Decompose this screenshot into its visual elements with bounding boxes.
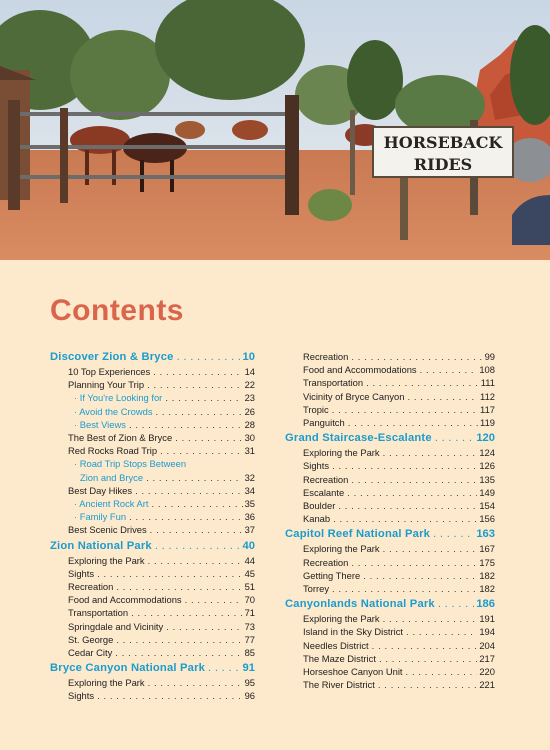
- toc-page-number: 14: [244, 366, 255, 377]
- toc-page-number: 34: [244, 484, 255, 496]
- toc-page-number: 175: [479, 556, 495, 568]
- toc-entry-label: Cedar City: [68, 647, 113, 659]
- toc-leader-dots: [380, 446, 478, 459]
- toc-page-number: 167: [479, 543, 495, 555]
- toc-entry[interactable]: [285, 639, 495, 652]
- toc-page-number: 112: [480, 390, 495, 402]
- toc-leader-dots: [329, 459, 477, 472]
- sign-line1: HORSEBACK: [383, 133, 503, 152]
- toc-entry-label: The Best of Zion & Bryce: [68, 432, 173, 444]
- toc-page-number: 99: [484, 351, 495, 362]
- cover-photo-horseback-rides: [0, 0, 550, 260]
- toc-page-number: 30: [244, 432, 255, 444]
- toc-leader-dots: [128, 606, 242, 619]
- toc-page-number: 37: [244, 524, 255, 536]
- toc-entry-label: Sights: [303, 460, 330, 472]
- toc-leader-dots: [163, 620, 242, 633]
- toc-entry[interactable]: [285, 512, 495, 525]
- toc-leader-dots: [417, 363, 478, 376]
- toc-entry-label: Zion National Park: [50, 539, 152, 552]
- toc-entry-label: Recreation: [303, 351, 349, 362]
- toc-page-number: 45: [244, 567, 255, 579]
- toc-entry[interactable]: [50, 580, 255, 593]
- toc-leader-dots: [153, 405, 243, 418]
- toc-leader-dots: [126, 418, 243, 431]
- toc-entry[interactable]: [50, 378, 255, 391]
- toc-page-number: 71: [244, 607, 255, 619]
- toc-section-entry[interactable]: [285, 527, 495, 542]
- toc-leader-dots: [376, 652, 477, 665]
- toc-page-number: 91: [242, 662, 255, 675]
- toc-entry[interactable]: [50, 510, 255, 523]
- sign-line2: RIDES: [413, 155, 473, 174]
- toc-entry[interactable]: [285, 569, 495, 582]
- toc-leader-dots: [145, 554, 243, 567]
- toc-entry[interactable]: [50, 554, 255, 567]
- toc-leader-dots: [143, 471, 243, 484]
- toc-page-number: 194: [479, 626, 495, 638]
- toc-entry-label: Transportation: [303, 377, 364, 389]
- toc-entry-label: The Maze District: [303, 652, 376, 664]
- toc-page-number: 220: [479, 666, 495, 678]
- toc-entry-label: 10 Top Experiences: [68, 366, 151, 377]
- toc-entry-label: Best Scenic Drives: [68, 524, 147, 536]
- toc-entry[interactable]: [285, 678, 495, 691]
- toc-page-number: 191: [479, 613, 495, 625]
- toc-entry-label: · Ancient Rock Art: [74, 498, 149, 510]
- toc-entry[interactable]: [50, 646, 255, 659]
- toc-entry-label: Capitol Reef National Park: [285, 528, 431, 541]
- toc-entry-label: Boulder: [303, 500, 336, 512]
- toc-entry[interactable]: [285, 350, 495, 363]
- toc-page-number: 44: [244, 554, 255, 566]
- toc-page-number: 85: [244, 647, 255, 659]
- toc-leader-dots: [330, 512, 477, 525]
- toc-leader-dots: [369, 639, 478, 652]
- toc-entry-label: Transportation: [68, 607, 129, 619]
- toc-leader-dots: [432, 431, 475, 446]
- toc-entry-label: Discover Zion & Bryce: [50, 351, 174, 363]
- toc-leader-dots: [157, 444, 242, 457]
- toc-entry-label: Torrey: [303, 583, 330, 595]
- toc-entry-label: Canyonlands National Park: [285, 598, 435, 611]
- toc-entry-label: Exploring the Park: [303, 447, 380, 459]
- toc-entry-label: Recreation: [303, 473, 349, 485]
- toc-page-number: 182: [479, 569, 495, 581]
- toc-entry[interactable]: [285, 459, 495, 472]
- toc-entry-label: Bryce Canyon National Park: [50, 662, 206, 675]
- toc-leader-dots: [113, 580, 242, 593]
- toc-page-number: 156: [479, 513, 495, 525]
- toc-entry-label: Exploring the Park: [68, 677, 145, 689]
- toc-entry-label: Escalante: [303, 486, 345, 498]
- toc-entry-label: Sights: [68, 567, 95, 579]
- toc-entry[interactable]: [285, 446, 495, 459]
- toc-leader-dots: [344, 486, 477, 499]
- toc-leader-dots: [162, 391, 242, 404]
- toc-page-number: 111: [480, 377, 495, 389]
- toc-page-number: 35: [244, 498, 255, 510]
- toc-page-number: 217: [479, 652, 495, 664]
- toc-leader-dots: [112, 646, 242, 659]
- toc-leader-dots: [375, 678, 477, 691]
- toc-entry[interactable]: [285, 556, 495, 569]
- toc-leader-dots: [144, 378, 242, 391]
- toc-leader-dots: [132, 484, 242, 497]
- toc-entry[interactable]: [50, 405, 255, 418]
- toc-entry-label: Horseshoe Canyon Unit: [303, 666, 403, 678]
- toc-page-number: 32: [244, 471, 255, 483]
- toc-leader-dots: [182, 593, 243, 606]
- toc-leader-dots: [152, 539, 241, 554]
- toc-entry-label: · If You're Looking for: [74, 392, 163, 404]
- toc-page-number: 149: [479, 486, 495, 498]
- toc-page-number: 96: [244, 690, 255, 702]
- toc-entry[interactable]: [285, 376, 495, 389]
- toc-entry-label: Island in the Sky District: [303, 626, 404, 638]
- toc-leader-dots: [348, 556, 477, 569]
- toc-page-number: 117: [480, 403, 495, 415]
- toc-page-number: 204: [479, 639, 495, 651]
- toc-leader-dots: [360, 569, 477, 582]
- toc-entry-label: Recreation: [303, 556, 349, 568]
- toc-leader-dots: [205, 661, 241, 676]
- toc-page-number: 95: [244, 677, 255, 689]
- toc-entry[interactable]: [285, 473, 495, 486]
- toc-entry[interactable]: [50, 523, 255, 536]
- toc-page-number: 28: [244, 418, 255, 430]
- toc-entry[interactable]: [50, 444, 255, 457]
- toc-entry[interactable]: [50, 689, 255, 702]
- toc-page-number: 51: [244, 581, 255, 593]
- toc-leader-dots: [145, 676, 243, 689]
- toc-entry-label: The River District: [303, 679, 375, 691]
- toc-leader-dots: [404, 390, 478, 403]
- toc-entry-label: Panguitch: [303, 417, 345, 429]
- toc-entry[interactable]: [50, 457, 255, 470]
- toc-entry-label: Sights: [68, 690, 95, 702]
- toc-page-number: 119: [480, 417, 495, 429]
- toc-entry[interactable]: [285, 403, 495, 416]
- toc-entry[interactable]: [50, 633, 255, 646]
- toc-leader-dots: [380, 612, 478, 625]
- toc-page-number: 26: [244, 405, 255, 417]
- toc-entry-label: · Best Views: [74, 418, 126, 430]
- toc-page-number: 10: [242, 351, 255, 363]
- toc-entry-label: Grand Staircase-Escalante: [285, 432, 432, 445]
- toc-entry[interactable]: [285, 625, 495, 638]
- toc-entry-label: Exploring the Park: [303, 613, 380, 625]
- toc-leader-dots: [348, 350, 482, 363]
- toc-page-number: 221: [479, 679, 495, 691]
- toc-leader-dots: [174, 350, 241, 365]
- toc-entry[interactable]: [50, 431, 255, 444]
- toc-entry-label: Exploring the Park: [303, 543, 380, 555]
- toc-leader-dots: [94, 689, 243, 702]
- toc-section-entry[interactable]: [285, 597, 495, 612]
- toc-entry-label: Tropic: [303, 403, 329, 415]
- toc-entry[interactable]: [285, 416, 495, 429]
- toc-entry[interactable]: [50, 365, 255, 378]
- toc-leader-dots: [348, 473, 477, 486]
- toc-leader-dots: [126, 510, 242, 523]
- toc-section-entry[interactable]: [50, 661, 255, 676]
- toc-leader-dots: [150, 365, 242, 378]
- toc-leader-dots: [403, 665, 478, 678]
- toc-entry[interactable]: [50, 606, 255, 619]
- toc-page-number: 40: [242, 539, 255, 552]
- toc-entry[interactable]: [50, 391, 255, 404]
- toc-leader-dots: [363, 376, 479, 389]
- toc-entry-label: Food and Accommodations: [68, 594, 182, 606]
- toc-entry-label: Zion and Bryce: [80, 471, 144, 483]
- toc-entry[interactable]: [285, 363, 495, 376]
- toc-page-number: 182: [479, 583, 495, 595]
- toc-entry[interactable]: [285, 542, 495, 555]
- toc-page-number: 135: [479, 473, 495, 485]
- toc-column-left: [50, 350, 255, 703]
- toc-leader-dots: [430, 527, 474, 542]
- toc-page-number: 70: [244, 594, 255, 606]
- toc-leader-dots: [149, 497, 243, 510]
- toc-section-entry[interactable]: [50, 539, 255, 554]
- toc-entry[interactable]: [50, 484, 255, 497]
- toc-leader-dots: [345, 416, 478, 429]
- toc-entry[interactable]: [50, 471, 255, 484]
- toc-page-number: 163: [476, 528, 495, 541]
- toc-entry-label: Best Day Hikes: [68, 484, 133, 496]
- toc-leader-dots: [403, 625, 477, 638]
- toc-entry[interactable]: [50, 620, 255, 633]
- toc-entry-label: Planning Your Trip: [68, 379, 145, 391]
- toc-entry[interactable]: [50, 676, 255, 689]
- toc-entry-label: Recreation: [68, 581, 114, 593]
- toc-leader-dots: [147, 523, 243, 536]
- toc-entry-label: Springdale and Vicinity: [68, 620, 164, 632]
- toc-page-number: 31: [244, 445, 255, 457]
- toc-section-entry[interactable]: [50, 350, 255, 365]
- toc-entry[interactable]: [285, 390, 495, 403]
- toc-entry[interactable]: [285, 582, 495, 595]
- toc-entry[interactable]: [285, 499, 495, 512]
- toc-entry-label: · Avoid the Crowds: [74, 405, 153, 417]
- toc-entry[interactable]: [285, 665, 495, 678]
- toc-page-number: 120: [476, 432, 495, 445]
- toc-page-number: 108: [479, 364, 495, 376]
- toc-leader-dots: [329, 582, 477, 595]
- toc-column-right: [285, 350, 495, 691]
- toc-page-number: 73: [244, 620, 255, 632]
- toc-page-number: 22: [244, 379, 255, 391]
- toc-entry-label: Food and Accommodations: [303, 364, 417, 376]
- toc-page-number: 124: [479, 447, 495, 459]
- toc-entry[interactable]: [285, 486, 495, 499]
- toc-entry[interactable]: [285, 612, 495, 625]
- toc-page-number: 126: [479, 460, 495, 472]
- toc-leader-dots: [435, 597, 474, 612]
- toc-page-number: 186: [476, 598, 495, 611]
- toc-entry[interactable]: [50, 418, 255, 431]
- toc-leader-dots: [113, 633, 242, 646]
- toc-entry[interactable]: [50, 567, 255, 580]
- toc-leader-dots: [329, 403, 478, 416]
- toc-entry-label: Vicinity of Bryce Canyon: [303, 390, 405, 402]
- toc-page-number: 154: [479, 500, 495, 512]
- toc-leader-dots: [94, 567, 243, 580]
- toc-page-number: 77: [244, 633, 255, 645]
- toc-entry-label: Kanab: [303, 513, 331, 525]
- toc-section-entry[interactable]: [285, 431, 495, 446]
- toc-leader-dots: [172, 431, 242, 444]
- toc-entry[interactable]: [285, 652, 495, 665]
- page-title: Contents: [50, 294, 184, 327]
- toc-page-number: 23: [244, 392, 255, 404]
- toc-leader-dots: [380, 542, 478, 555]
- toc-entry-label: Getting There: [303, 569, 361, 581]
- toc-page-number: 36: [244, 511, 255, 523]
- toc-entry-label: Needles District: [303, 639, 369, 651]
- toc-entry-label: · Road Trip Stops Between: [74, 458, 187, 470]
- toc-entry-label: Red Rocks Road Trip: [68, 445, 158, 457]
- toc-entry-label: St. George: [68, 633, 114, 645]
- toc-leader-dots: [335, 499, 477, 512]
- toc-entry[interactable]: [50, 593, 255, 606]
- toc-entry-label: Exploring the Park: [68, 554, 145, 566]
- toc-entry[interactable]: [50, 497, 255, 510]
- toc-entry-label: · Family Fun: [74, 511, 127, 523]
